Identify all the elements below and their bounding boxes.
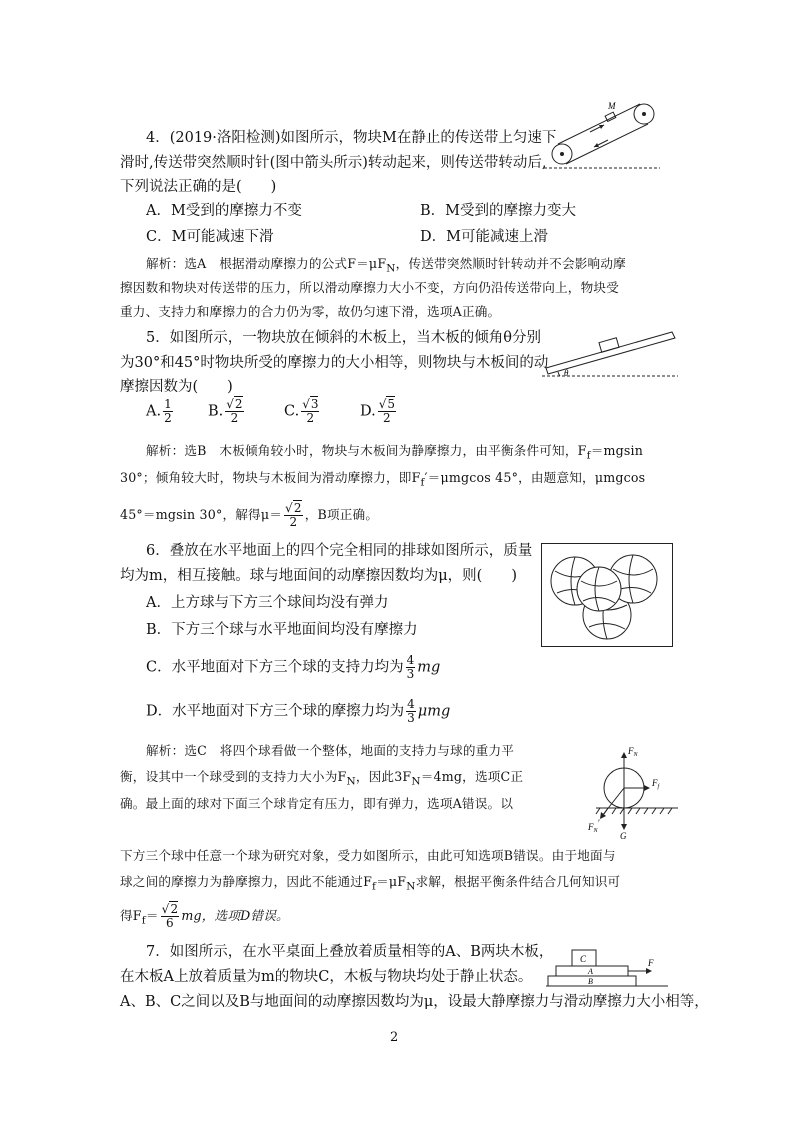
q6-line1: 6．叠放在水平地面上的四个完全相同的排球如图所示，质量: [146, 543, 533, 559]
q6-option-a: A．上方球与下方三个球间均没有弹力: [146, 595, 389, 611]
q7-line1: 7．如图所示，在水平桌面上叠放着质量相等的A、B两块木板，: [146, 944, 554, 960]
q5-line2: 为30°和45°时物块所受的摩擦力的大小相等，则物块与木板间的动: [120, 355, 549, 371]
q4-option-a: A．M受到的摩擦力不变: [146, 203, 302, 219]
q7-line2: 在木板A上放着质量为m的物块C，木板与物块均处于静止状态。: [120, 969, 533, 985]
q4-option-b: B．M受到的摩擦力变大: [420, 203, 577, 219]
q6-option-c: C．水平地面对下方三个球的支持力均为 $\frac{4}{3}$ mg: [146, 653, 441, 681]
q6-solution-line5: 球之间的摩擦力为静摩擦力，因此不能通过$F_f=\mu F_N$求解，根据平衡条件结合几何知识可: [120, 874, 621, 893]
force-label-g: G: [620, 831, 627, 840]
q6-solution-line4: 下方三个球中任意一个球为研究对象，受力如图所示，由此可知选项B错误。由于地面与: [120, 848, 616, 863]
q4-option-d: D．M可能减速上滑: [420, 229, 548, 245]
q6-solution-line6: 得$F_f=$ $\frac{√2}{6}$ mg，选项D错误。: [120, 902, 289, 930]
conveyor-belt-figure: [540, 96, 664, 171]
q7-line3: A、B、C之间以及B与地面间的动摩擦因数均为μ，设最大静摩擦力与滑动摩擦力大小相等，: [120, 994, 709, 1010]
q5-option-d: D. $\frac{√5}{2}$: [360, 397, 396, 425]
force-label-fn: $F_N$: [628, 746, 638, 758]
q5-option-c: C. $\frac{√3}{2}$: [284, 397, 319, 425]
stacked-boards-figure: [542, 942, 672, 990]
q5-option-b: B. $\frac{√2}{2}$: [208, 397, 243, 425]
q4-solution-line2: 擦因数和物块对传送带的压力，所以滑动摩擦力大小不变，方向仍沿传送带向上，物块受: [120, 280, 619, 295]
q4-line3: 下列说法正确的是( ): [120, 179, 277, 195]
q4-solution-line1: 解析：选A 根据滑动摩擦力的公式$F=\mu F_N$，传送带突然顺时针转动并不会影响动摩: [146, 256, 626, 275]
q6-option-b: B．下方三个球与水平地面间均没有摩擦力: [146, 622, 418, 638]
q5-line1: 5．如图所示，一物块放在倾斜的木板上，当木板的倾角θ分别: [146, 330, 541, 346]
conveyor-label-m: M: [608, 101, 616, 111]
q4-option-c: C．M可能减速下滑: [146, 229, 274, 245]
incline-board-figure: [542, 328, 682, 380]
force-diagram-figure: [586, 742, 686, 840]
q5-line3: 摩擦因数为( ): [120, 379, 233, 395]
q4-line1: 4．(2019·洛阳检测)如图所示，物块M在静止的传送带上匀速下: [146, 130, 557, 146]
q5-solution-line1: 解析：选B 木板倾角较小时，物块与木板间为静摩擦力，由平衡条件可知，$F_f=mgsin$: [146, 443, 644, 462]
q5-option-a: A. $\frac{1}{2}$: [146, 397, 172, 425]
page-number: 2: [390, 1030, 399, 1045]
q6-solution-line1: 解析：选C 将四个球看做一个整体，地面的支持力与球的重力平: [146, 743, 515, 758]
board-label-c: C: [580, 954, 587, 964]
board-label-a: A: [588, 967, 593, 976]
q6-line2: 均为m，相互接触。球与地面间的动摩擦因数均为μ，则( ): [120, 568, 517, 584]
q4-solution-line3: 重力、支持力和摩擦力的合力仍为零，故仍匀速下滑，选项A正确。: [120, 304, 501, 319]
q6-solution-line2: 衡，设其中一个球受到的支持力大小为$F_N$，因此$3F_N=4mg$，选项C正: [120, 769, 524, 788]
q6-option-d: D．水平地面对下方三个球的摩擦力均为 $\frac{4}{3}$ μmg: [146, 697, 451, 725]
force-label-fn-prime: $F_N'$: [588, 818, 600, 834]
volleyball-stack-figure: [541, 543, 673, 647]
q6-solution-line3: 确。最上面的球对下面三个球肯定有压力，即有弹力，选项A错误。以: [120, 796, 514, 811]
q5-solution-line2: 30°；倾角较大时，物块与木板间为滑动摩擦力，即$F_f'=\mu mgcos$ 45°，由题意知，μmgcos: [120, 470, 646, 489]
q4-line2: 滑时,传送带突然顺时针(图中箭头所示)转动起来，则传送带转动后,: [120, 155, 547, 171]
incline-angle-label: θ: [564, 368, 569, 378]
board-label-b: B: [588, 977, 593, 986]
force-label-f: F: [648, 958, 654, 968]
force-label-ff: $F_f$: [652, 778, 660, 790]
q5-solution-line3: 45°＝mgsin 30°，解得μ＝ $\frac{√2}{2}$ ，B项正确。: [120, 501, 379, 529]
